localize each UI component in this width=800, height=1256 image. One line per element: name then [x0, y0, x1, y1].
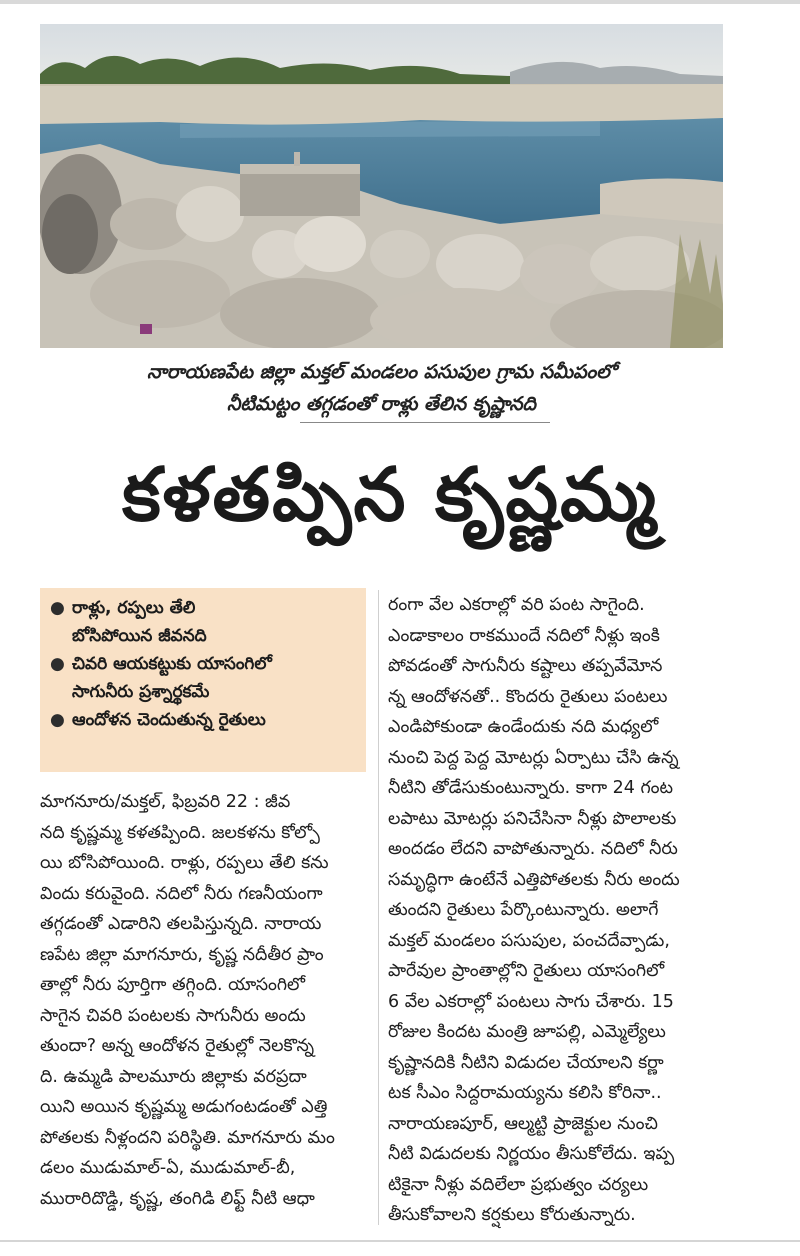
column-divider: [378, 590, 379, 1225]
article-line: సమృద్ధిగా ఉంటేనే ఎత్తిపోతలకు నీరు అందు: [388, 869, 680, 890]
article-line: తగ్గడంతో ఎడారిని తలపిస్తున్నది. నారాయ: [40, 914, 322, 934]
article-line: మక్తల్ మండలం పసుపుల, పంచదేవ్పాడు,: [388, 930, 670, 951]
article-line: రోజుల కిందట మంత్రి జూపల్లి, ఎమ్మెల్యేలు: [388, 1022, 666, 1042]
article-line: నుంచి పెద్ద పెద్ద మోటర్లు ఏర్పాటు చేసి ఉన్న: [388, 747, 679, 768]
caption-line-1: నారాయణపేట జిల్లా మక్తల్ మండలం పసుపుల గ్రామ సమీపంలో: [147, 361, 616, 383]
caption-line-2: నీటిమట్టం తగ్గడంతో రాళ్లు తేలిన కృష్ణానది: [227, 393, 536, 415]
article-line: అందడం లేదని వాపోతున్నారు. నదిలో నీరు: [388, 839, 678, 859]
article-line: పోవడంతో సాగునీరు కష్టాలు తప్పవేమోన: [388, 656, 663, 676]
article-line: యి బోసిపోయింది. రాళ్లు, రప్పలు తేలి కను: [40, 853, 329, 873]
article-line: ణపేట జిల్లా మాగనూరు, కృష్ణ నదీతీర ప్రాం: [40, 944, 324, 965]
article-line: సాగైన చివరి పంటలకు సాగునీరు అందు: [40, 1005, 306, 1026]
river-rocks-photo: [40, 24, 723, 348]
highlights-box: [40, 588, 366, 772]
article-line: ఎండాకాలం రాకముందే నదిలో నీళ్లు ఇంకి: [388, 625, 660, 646]
article-line: న్న ఆందోళనతో.. కొందరు రైతులు పంటలు: [388, 686, 668, 707]
article-right-column: [388, 590, 726, 1231]
headline: కళతప్పిన కృష్ణమ్మ: [122, 452, 658, 538]
highlight-item: [50, 706, 356, 734]
article-line: ది. ఉమ్మడి పాలమూరు జిల్లాకు వరప్రదా: [40, 1066, 307, 1087]
article-line: తీసుకోవాలని కర్షకులు కోరుతున్నారు.: [388, 1205, 636, 1225]
article-line: పోతలకు నీళ్లందని పరిస్థితి. మాగనూరు మం: [40, 1127, 335, 1148]
article-line: యిని అయిన కృష్ణమ్మ అడుగంటడంతో ఎత్తి: [40, 1097, 328, 1117]
highlight-item-continued: సాగునీరు ప్రశ్నార్థకమే: [72, 682, 210, 702]
article-line: తాల్లో నీరు పూర్తిగా తగ్గింది. యాసంగిలో: [40, 975, 306, 995]
article-line: 6 వేల ఎకరాల్లో పంటలు సాగు చేశారు. 15: [388, 991, 674, 1012]
highlight-item-continued: బోసిపోయిన జీవనది: [72, 626, 207, 646]
article-line: పారేవుల ప్రాంతాల్లోని రైతులు యాసంగిలో: [388, 961, 665, 981]
highlight-text: ఆందోళన చెందుతున్న రైతులు: [72, 710, 266, 730]
highlight-text: చివరి ఆయకట్టుకు యాసంగిలో: [72, 654, 272, 674]
article-line: కృష్ణానదికి నీటిని విడుదల చేయాలని కర్ణా: [388, 1052, 664, 1073]
article-line: నీటి విడుదలకు నిర్ణయం తీసుకోలేదు. ఇప్ప: [388, 1144, 675, 1164]
article-line: టక సీఎం సిద్దరామయ్యను కలిసి కోరినా..: [388, 1083, 662, 1103]
article-line: నీటిని తోడేసుకుంటున్నారు. కాగా 24 గంట: [388, 778, 674, 798]
highlight-text: రాళ్లు, రప్పలు తేలి: [72, 598, 196, 618]
bottom-rule: [0, 1240, 800, 1242]
article-line: తుందని రైతులు పేర్కొంటున్నారు. అలాగే: [388, 900, 659, 920]
article-line: రంగా వేల ఎకరాల్లో వరి పంట సాగైంది.: [388, 595, 645, 615]
article-line: నది కృష్ణమ్మ కళతప్పింది. జలకళను కోల్పో: [40, 822, 320, 843]
highlight-item: [50, 594, 356, 622]
article-line: నారాయణపూర్, ఆల్మట్టి ప్రాజెక్టుల నుంచి: [388, 1113, 658, 1134]
photo-caption: [40, 356, 723, 420]
article-line: లపాటు మోటర్లు పనిచేసినా నీళ్లు పొలాలకు: [388, 808, 677, 829]
article-line: డలం ముడుమాల్-ఏ, ముడుమాల్-బీ,: [40, 1158, 296, 1178]
bullet-icon: ●: [50, 598, 65, 618]
article-line: ఎండిపోకుండా ఉండేందుకు నది మధ్యలో: [388, 717, 659, 737]
article-line: మాగనూరు/మక్తల్, ఫిబ్రవరి 22 : జీవ: [40, 792, 291, 812]
article-line: విందు కరువైంది. నదిలో నీరు గణనీయంగా: [40, 883, 323, 904]
bullet-icon: ●: [50, 710, 65, 730]
article-line: టికైనా నీళ్లు వదిలేలా ప్రభుత్వం చర్యలు: [388, 1174, 649, 1195]
article-line: తుందా? అన్న ఆందోళన రైతుల్లో నెలకొన్న: [40, 1036, 315, 1056]
top-rule: [0, 0, 800, 4]
article-left-column: [40, 787, 372, 1214]
highlight-item: [50, 650, 356, 678]
article-line: మురారిదొడ్డి, కృష్ణ, తంగిడి లిఫ్ట్ నీటి ఆధా: [40, 1188, 315, 1209]
caption-divider: [300, 422, 550, 423]
bullet-icon: ●: [50, 654, 65, 674]
